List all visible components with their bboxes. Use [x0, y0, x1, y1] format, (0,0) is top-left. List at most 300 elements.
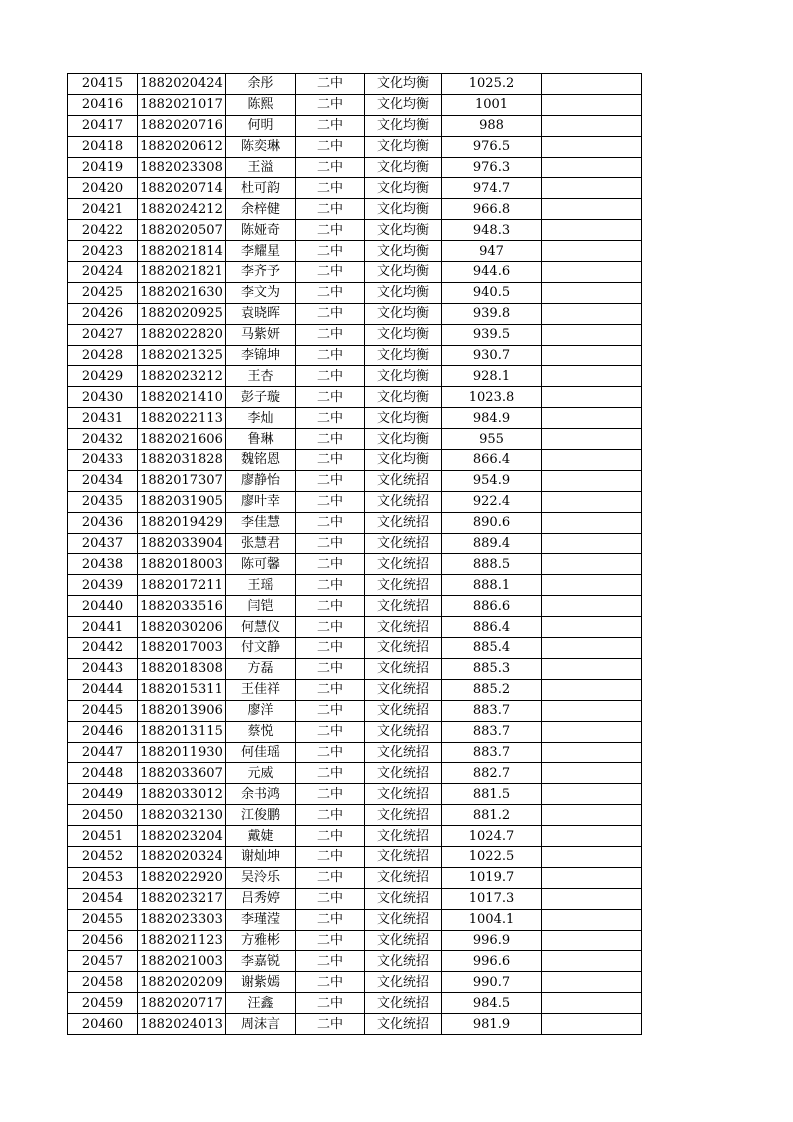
- table-row: [68, 763, 642, 784]
- cell-empty: [542, 533, 642, 554]
- table-row: [68, 951, 642, 972]
- cell-exam-number: 1882030206: [138, 617, 226, 638]
- cell-score: 954.9: [442, 470, 542, 491]
- cell-exam-number: 1882023212: [138, 366, 226, 387]
- table-row: [68, 470, 642, 491]
- cell-id: 20430: [68, 387, 138, 408]
- cell-empty: [542, 846, 642, 867]
- cell-school: 二中: [296, 241, 365, 262]
- cell-school: 二中: [296, 805, 365, 826]
- cell-id: 20436: [68, 512, 138, 533]
- cell-empty: [542, 638, 642, 659]
- cell-id: 20447: [68, 742, 138, 763]
- cell-name: 李佳慧: [226, 512, 296, 533]
- cell-category: 文化均衡: [365, 136, 442, 157]
- cell-empty: [542, 470, 642, 491]
- cell-score: 1025.2: [442, 74, 542, 95]
- cell-school: 二中: [296, 679, 365, 700]
- table-row: [68, 909, 642, 930]
- cell-id: 20431: [68, 408, 138, 429]
- cell-school: 二中: [296, 512, 365, 533]
- table-row: [68, 199, 642, 220]
- cell-name: 方磊: [226, 658, 296, 679]
- cell-name: 何明: [226, 115, 296, 136]
- table-row: [68, 930, 642, 951]
- cell-name: 余梓健: [226, 199, 296, 220]
- cell-school: 二中: [296, 303, 365, 324]
- cell-score: 976.5: [442, 136, 542, 157]
- cell-empty: [542, 784, 642, 805]
- cell-name: 李瑾滢: [226, 909, 296, 930]
- cell-empty: [542, 930, 642, 951]
- cell-school: 二中: [296, 94, 365, 115]
- cell-category: 文化统招: [365, 554, 442, 575]
- cell-school: 二中: [296, 826, 365, 847]
- cell-school: 二中: [296, 993, 365, 1014]
- cell-exam-number: 1882013906: [138, 700, 226, 721]
- cell-score: 885.4: [442, 638, 542, 659]
- cell-score: 1024.7: [442, 826, 542, 847]
- cell-category: 文化均衡: [365, 178, 442, 199]
- table-row: [68, 993, 642, 1014]
- cell-empty: [542, 136, 642, 157]
- table-row: [68, 700, 642, 721]
- cell-exam-number: 1882022113: [138, 408, 226, 429]
- cell-school: 二中: [296, 345, 365, 366]
- cell-score: 984.5: [442, 993, 542, 1014]
- table-row: [68, 387, 642, 408]
- cell-id: 20454: [68, 888, 138, 909]
- cell-empty: [542, 575, 642, 596]
- cell-empty: [542, 491, 642, 512]
- cell-school: 二中: [296, 157, 365, 178]
- cell-empty: [542, 721, 642, 742]
- cell-id: 20425: [68, 282, 138, 303]
- cell-exam-number: 1882020714: [138, 178, 226, 199]
- cell-category: 文化统招: [365, 1014, 442, 1035]
- cell-category: 文化均衡: [365, 408, 442, 429]
- cell-empty: [542, 429, 642, 450]
- table-row: [68, 846, 642, 867]
- cell-score: 947: [442, 241, 542, 262]
- cell-exam-number: 1882023308: [138, 157, 226, 178]
- cell-score: 882.7: [442, 763, 542, 784]
- table-row: [68, 282, 642, 303]
- cell-name: 汪鑫: [226, 993, 296, 1014]
- cell-score: 966.8: [442, 199, 542, 220]
- cell-score: 883.7: [442, 721, 542, 742]
- cell-id: 20458: [68, 972, 138, 993]
- cell-empty: [542, 74, 642, 95]
- cell-id: 20416: [68, 94, 138, 115]
- cell-school: 二中: [296, 596, 365, 617]
- table-row: [68, 94, 642, 115]
- cell-exam-number: 1882021606: [138, 429, 226, 450]
- cell-empty: [542, 157, 642, 178]
- table-row: [68, 972, 642, 993]
- cell-exam-number: 1882015311: [138, 679, 226, 700]
- cell-school: 二中: [296, 387, 365, 408]
- cell-exam-number: 1882031828: [138, 450, 226, 471]
- table-row: [68, 450, 642, 471]
- cell-score: 885.2: [442, 679, 542, 700]
- cell-empty: [542, 115, 642, 136]
- cell-name: 方雅彬: [226, 930, 296, 951]
- cell-score: 1017.3: [442, 888, 542, 909]
- cell-empty: [542, 178, 642, 199]
- cell-exam-number: 1882023204: [138, 826, 226, 847]
- cell-school: 二中: [296, 638, 365, 659]
- cell-id: 20427: [68, 324, 138, 345]
- cell-score: 996.6: [442, 951, 542, 972]
- cell-name: 彭子璇: [226, 387, 296, 408]
- cell-exam-number: 1882023217: [138, 888, 226, 909]
- cell-category: 文化统招: [365, 512, 442, 533]
- cell-category: 文化统招: [365, 700, 442, 721]
- cell-category: 文化统招: [365, 617, 442, 638]
- cell-id: 20441: [68, 617, 138, 638]
- cell-id: 20421: [68, 199, 138, 220]
- table-row: [68, 220, 642, 241]
- cell-name: 张慧君: [226, 533, 296, 554]
- cell-name: 王杏: [226, 366, 296, 387]
- table-row: [68, 512, 642, 533]
- cell-school: 二中: [296, 658, 365, 679]
- cell-exam-number: 1882023303: [138, 909, 226, 930]
- cell-score: 889.4: [442, 533, 542, 554]
- cell-category: 文化统招: [365, 679, 442, 700]
- cell-empty: [542, 303, 642, 324]
- cell-exam-number: 1882022920: [138, 867, 226, 888]
- cell-category: 文化均衡: [365, 262, 442, 283]
- table-row: [68, 408, 642, 429]
- table-row: [68, 533, 642, 554]
- cell-score: 988: [442, 115, 542, 136]
- cell-name: 马紫妍: [226, 324, 296, 345]
- cell-score: 984.9: [442, 408, 542, 429]
- cell-category: 文化统招: [365, 721, 442, 742]
- cell-exam-number: 1882032130: [138, 805, 226, 826]
- cell-empty: [542, 888, 642, 909]
- cell-score: 881.5: [442, 784, 542, 805]
- cell-name: 付文静: [226, 638, 296, 659]
- cell-exam-number: 1882020925: [138, 303, 226, 324]
- cell-name: 吕秀婷: [226, 888, 296, 909]
- cell-id: 20417: [68, 115, 138, 136]
- cell-exam-number: 1882020209: [138, 972, 226, 993]
- cell-exam-number: 1882018308: [138, 658, 226, 679]
- cell-school: 二中: [296, 178, 365, 199]
- cell-id: 20453: [68, 867, 138, 888]
- cell-id: 20455: [68, 909, 138, 930]
- cell-score: 890.6: [442, 512, 542, 533]
- cell-exam-number: 1882024212: [138, 199, 226, 220]
- cell-school: 二中: [296, 888, 365, 909]
- cell-id: 20457: [68, 951, 138, 972]
- table-row: [68, 575, 642, 596]
- cell-empty: [542, 679, 642, 700]
- cell-id: 20460: [68, 1014, 138, 1035]
- cell-empty: [542, 700, 642, 721]
- cell-school: 二中: [296, 429, 365, 450]
- cell-category: 文化均衡: [365, 220, 442, 241]
- cell-score: 939.5: [442, 324, 542, 345]
- cell-school: 二中: [296, 1014, 365, 1035]
- cell-id: 20448: [68, 763, 138, 784]
- cell-empty: [542, 366, 642, 387]
- cell-score: 928.1: [442, 366, 542, 387]
- cell-name: 鲁琳: [226, 429, 296, 450]
- cell-name: 陈奕琳: [226, 136, 296, 157]
- cell-id: 20444: [68, 679, 138, 700]
- cell-school: 二中: [296, 491, 365, 512]
- cell-score: 883.7: [442, 700, 542, 721]
- cell-id: 20426: [68, 303, 138, 324]
- cell-category: 文化统招: [365, 805, 442, 826]
- table-row: [68, 554, 642, 575]
- cell-id: 20440: [68, 596, 138, 617]
- cell-category: 文化统招: [365, 638, 442, 659]
- cell-score: 939.8: [442, 303, 542, 324]
- cell-school: 二中: [296, 763, 365, 784]
- cell-empty: [542, 282, 642, 303]
- cell-exam-number: 1882033516: [138, 596, 226, 617]
- cell-score: 1023.8: [442, 387, 542, 408]
- table-row: [68, 826, 642, 847]
- cell-id: 20423: [68, 241, 138, 262]
- cell-name: 元威: [226, 763, 296, 784]
- cell-id: 20424: [68, 262, 138, 283]
- cell-school: 二中: [296, 972, 365, 993]
- cell-exam-number: 1882031905: [138, 491, 226, 512]
- cell-category: 文化均衡: [365, 115, 442, 136]
- cell-name: 李锦坤: [226, 345, 296, 366]
- cell-category: 文化均衡: [365, 450, 442, 471]
- cell-name: 李耀星: [226, 241, 296, 262]
- cell-school: 二中: [296, 784, 365, 805]
- cell-name: 陈可馨: [226, 554, 296, 575]
- cell-category: 文化均衡: [365, 94, 442, 115]
- cell-id: 20451: [68, 826, 138, 847]
- cell-category: 文化统招: [365, 763, 442, 784]
- cell-score: 888.5: [442, 554, 542, 575]
- cell-score: 1004.1: [442, 909, 542, 930]
- cell-empty: [542, 826, 642, 847]
- cell-exam-number: 1882020717: [138, 993, 226, 1014]
- table-row: [68, 157, 642, 178]
- cell-score: 888.1: [442, 575, 542, 596]
- cell-school: 二中: [296, 742, 365, 763]
- table-row: [68, 303, 642, 324]
- cell-exam-number: 1882021325: [138, 345, 226, 366]
- cell-category: 文化统招: [365, 846, 442, 867]
- cell-name: 王瑶: [226, 575, 296, 596]
- cell-name: 闫铠: [226, 596, 296, 617]
- cell-exam-number: 1882017307: [138, 470, 226, 491]
- table-row: [68, 136, 642, 157]
- table-row: [68, 429, 642, 450]
- cell-category: 文化统招: [365, 784, 442, 805]
- cell-category: 文化均衡: [365, 282, 442, 303]
- cell-id: 20428: [68, 345, 138, 366]
- cell-school: 二中: [296, 262, 365, 283]
- cell-score: 948.3: [442, 220, 542, 241]
- table-row: [68, 491, 642, 512]
- cell-name: 何佳瑶: [226, 742, 296, 763]
- cell-empty: [542, 742, 642, 763]
- cell-exam-number: 1882033607: [138, 763, 226, 784]
- cell-name: 王溢: [226, 157, 296, 178]
- cell-score: 881.2: [442, 805, 542, 826]
- cell-exam-number: 1882024013: [138, 1014, 226, 1035]
- cell-id: 20434: [68, 470, 138, 491]
- cell-category: 文化统招: [365, 993, 442, 1014]
- cell-id: 20439: [68, 575, 138, 596]
- cell-id: 20445: [68, 700, 138, 721]
- cell-school: 二中: [296, 282, 365, 303]
- cell-id: 20459: [68, 993, 138, 1014]
- cell-school: 二中: [296, 74, 365, 95]
- cell-empty: [542, 972, 642, 993]
- cell-score: 1022.5: [442, 846, 542, 867]
- cell-score: 866.4: [442, 450, 542, 471]
- table-row: [68, 638, 642, 659]
- cell-id: 20433: [68, 450, 138, 471]
- cell-id: 20449: [68, 784, 138, 805]
- cell-category: 文化均衡: [365, 241, 442, 262]
- cell-exam-number: 1882022820: [138, 324, 226, 345]
- cell-id: 20456: [68, 930, 138, 951]
- cell-exam-number: 1882021123: [138, 930, 226, 951]
- cell-empty: [542, 220, 642, 241]
- cell-school: 二中: [296, 575, 365, 596]
- cell-school: 二中: [296, 408, 365, 429]
- table-row: [68, 805, 642, 826]
- cell-empty: [542, 617, 642, 638]
- cell-category: 文化统招: [365, 742, 442, 763]
- cell-name: 周沫言: [226, 1014, 296, 1035]
- cell-school: 二中: [296, 199, 365, 220]
- cell-category: 文化均衡: [365, 74, 442, 95]
- cell-score: 883.7: [442, 742, 542, 763]
- cell-name: 何慧仪: [226, 617, 296, 638]
- cell-school: 二中: [296, 450, 365, 471]
- cell-empty: [542, 262, 642, 283]
- cell-score: 940.5: [442, 282, 542, 303]
- cell-school: 二中: [296, 909, 365, 930]
- cell-id: 20418: [68, 136, 138, 157]
- cell-name: 李齐予: [226, 262, 296, 283]
- cell-id: 20420: [68, 178, 138, 199]
- table-row: [68, 366, 642, 387]
- cell-score: 886.6: [442, 596, 542, 617]
- table-row: [68, 241, 642, 262]
- cell-empty: [542, 241, 642, 262]
- cell-score: 976.3: [442, 157, 542, 178]
- cell-name: 余书鸿: [226, 784, 296, 805]
- cell-id: 20450: [68, 805, 138, 826]
- cell-school: 二中: [296, 700, 365, 721]
- cell-score: 1019.7: [442, 867, 542, 888]
- table-row: [68, 596, 642, 617]
- cell-empty: [542, 387, 642, 408]
- cell-empty: [542, 596, 642, 617]
- table-row: [68, 74, 642, 95]
- cell-id: 20446: [68, 721, 138, 742]
- cell-name: 陈娅奇: [226, 220, 296, 241]
- cell-exam-number: 1882019429: [138, 512, 226, 533]
- cell-category: 文化均衡: [365, 199, 442, 220]
- cell-score: 922.4: [442, 491, 542, 512]
- cell-name: 戴婕: [226, 826, 296, 847]
- cell-score: 944.6: [442, 262, 542, 283]
- table-row: [68, 679, 642, 700]
- table-body: [68, 74, 642, 1035]
- cell-empty: [542, 324, 642, 345]
- table-row: [68, 262, 642, 283]
- cell-category: 文化均衡: [365, 157, 442, 178]
- cell-exam-number: 1882033012: [138, 784, 226, 805]
- table-row: [68, 1014, 642, 1035]
- cell-name: 余彤: [226, 74, 296, 95]
- cell-empty: [542, 554, 642, 575]
- cell-school: 二中: [296, 220, 365, 241]
- cell-id: 20435: [68, 491, 138, 512]
- cell-id: 20438: [68, 554, 138, 575]
- table-row: [68, 658, 642, 679]
- cell-score: 996.9: [442, 930, 542, 951]
- cell-empty: [542, 993, 642, 1014]
- cell-category: 文化均衡: [365, 324, 442, 345]
- cell-name: 谢灿坤: [226, 846, 296, 867]
- cell-exam-number: 1882011930: [138, 742, 226, 763]
- cell-category: 文化统招: [365, 826, 442, 847]
- cell-school: 二中: [296, 324, 365, 345]
- cell-exam-number: 1882017211: [138, 575, 226, 596]
- table-row: [68, 721, 642, 742]
- cell-category: 文化统招: [365, 470, 442, 491]
- cell-name: 袁晓晖: [226, 303, 296, 324]
- cell-category: 文化均衡: [365, 303, 442, 324]
- cell-empty: [542, 867, 642, 888]
- cell-school: 二中: [296, 721, 365, 742]
- cell-category: 文化统招: [365, 596, 442, 617]
- cell-school: 二中: [296, 617, 365, 638]
- cell-school: 二中: [296, 930, 365, 951]
- cell-name: 吴泠乐: [226, 867, 296, 888]
- cell-school: 二中: [296, 136, 365, 157]
- cell-school: 二中: [296, 366, 365, 387]
- cell-exam-number: 1882018003: [138, 554, 226, 575]
- cell-category: 文化均衡: [365, 429, 442, 450]
- table-row: [68, 345, 642, 366]
- cell-score: 930.7: [442, 345, 542, 366]
- cell-category: 文化统招: [365, 575, 442, 596]
- cell-exam-number: 1882021821: [138, 262, 226, 283]
- cell-exam-number: 1882021003: [138, 951, 226, 972]
- cell-name: 魏铭恩: [226, 450, 296, 471]
- cell-name: 江俊鹏: [226, 805, 296, 826]
- cell-name: 廖叶幸: [226, 491, 296, 512]
- cell-exam-number: 1882021017: [138, 94, 226, 115]
- cell-score: 885.3: [442, 658, 542, 679]
- cell-exam-number: 1882020716: [138, 115, 226, 136]
- cell-empty: [542, 658, 642, 679]
- cell-category: 文化均衡: [365, 345, 442, 366]
- cell-score: 1001: [442, 94, 542, 115]
- cell-empty: [542, 408, 642, 429]
- cell-exam-number: 1882017003: [138, 638, 226, 659]
